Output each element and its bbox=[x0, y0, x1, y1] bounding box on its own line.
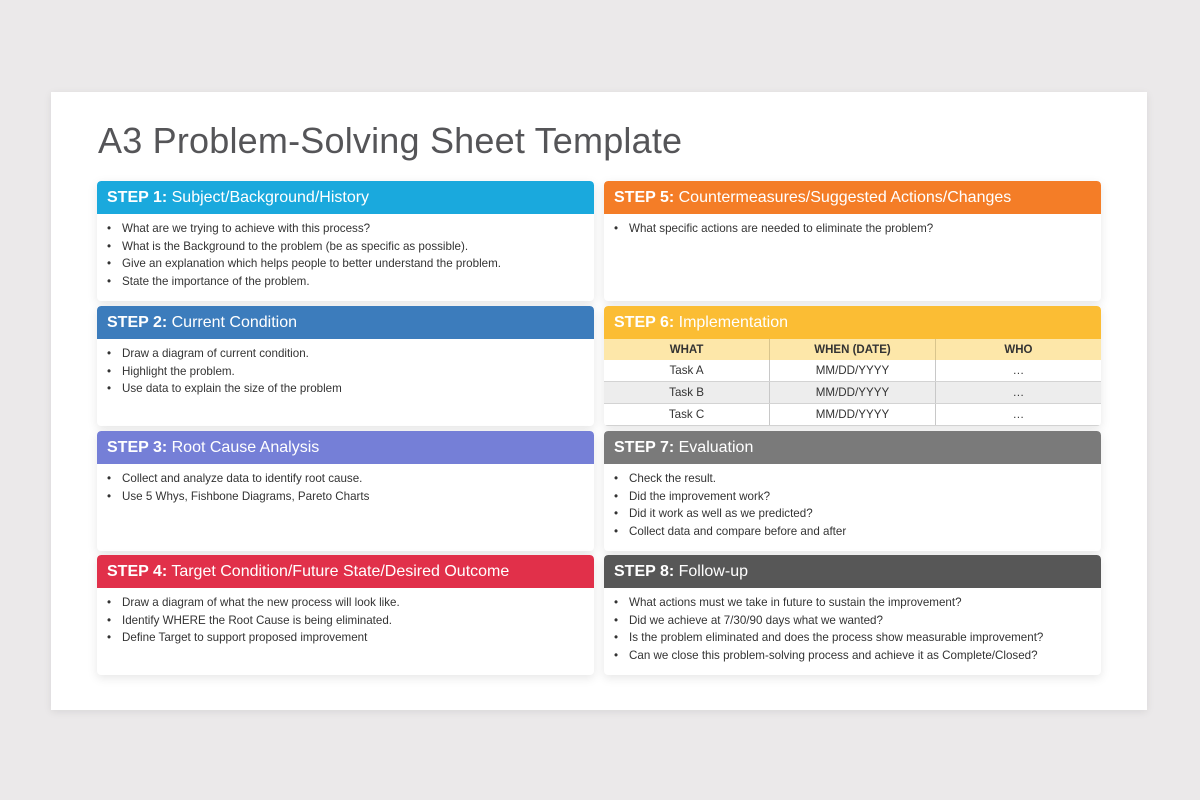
step-1-card bbox=[97, 181, 594, 301]
list-item: • What are we trying to achieve with this process? bbox=[105, 220, 584, 238]
step-3-card bbox=[97, 431, 594, 551]
table-row bbox=[604, 382, 1101, 404]
list-item: • What specific actions are needed to eliminate the problem? bbox=[612, 220, 1091, 238]
list-item: • Collect data and compare before and after bbox=[612, 523, 1091, 541]
step-3-header bbox=[97, 431, 594, 464]
list-item: • Can we close this problem-solving process and achieve it as Complete/Closed? bbox=[612, 647, 1091, 665]
step-8-body bbox=[604, 588, 1101, 665]
column-header-what: WHAT bbox=[604, 339, 770, 360]
table-cell: … bbox=[935, 404, 1101, 426]
table-cell: Task A bbox=[604, 360, 770, 382]
step-number: STEP 4: bbox=[107, 563, 168, 580]
step-number: STEP 8: bbox=[614, 563, 675, 580]
step-title: Target Condition/Future State/Desired Outcome bbox=[171, 563, 510, 580]
step-6-card bbox=[604, 306, 1101, 426]
bullet-list bbox=[105, 470, 584, 505]
column-header-when: WHEN (DATE) bbox=[770, 339, 936, 360]
list-item: • Check the result. bbox=[612, 470, 1091, 488]
page-title: A3 Problem-Solving Sheet Template bbox=[98, 120, 683, 161]
table-cell: Task B bbox=[604, 382, 770, 404]
list-item: • Define Target to support proposed improvement bbox=[105, 629, 584, 647]
table-row bbox=[604, 360, 1101, 382]
list-item: • Use 5 Whys, Fishbone Diagrams, Pareto Charts bbox=[105, 488, 584, 506]
bullet-list bbox=[612, 220, 1091, 238]
step-title: Follow-up bbox=[678, 563, 748, 580]
step-number: STEP 2: bbox=[107, 314, 168, 331]
column-header-who: WHO bbox=[935, 339, 1101, 360]
table-cell: … bbox=[935, 360, 1101, 382]
list-item: • Collect and analyze data to identify root cause. bbox=[105, 470, 584, 488]
step-7-body bbox=[604, 464, 1101, 541]
step-number: STEP 6: bbox=[614, 314, 675, 331]
list-item: • Did we achieve at 7/30/90 days what we wanted? bbox=[612, 612, 1091, 630]
step-number: STEP 5: bbox=[614, 189, 675, 206]
list-item: • Identify WHERE the Root Cause is being eliminated. bbox=[105, 612, 584, 630]
bullet-list bbox=[105, 594, 584, 647]
table-cell: … bbox=[935, 382, 1101, 404]
bullet-list bbox=[612, 594, 1091, 665]
list-item: • Use data to explain the size of the problem bbox=[105, 380, 584, 398]
list-item: • Is the problem eliminated and does the process show measurable improvement? bbox=[612, 629, 1091, 647]
step-2-body bbox=[97, 339, 594, 398]
list-item: • What is the Background to the problem (be as specific as possible). bbox=[105, 238, 584, 256]
step-8-card bbox=[604, 555, 1101, 675]
step-number: STEP 7: bbox=[614, 439, 675, 456]
list-item: • Did the improvement work? bbox=[612, 488, 1091, 506]
bullet-list bbox=[612, 470, 1091, 541]
step-6-header bbox=[604, 306, 1101, 339]
step-7-card bbox=[604, 431, 1101, 551]
step-1-header bbox=[97, 181, 594, 214]
list-item: • Did it work as well as we predicted? bbox=[612, 505, 1091, 523]
step-5-card bbox=[604, 181, 1101, 301]
step-number: STEP 1: bbox=[107, 189, 168, 206]
list-item: • Highlight the problem. bbox=[105, 363, 584, 381]
slide bbox=[51, 92, 1147, 710]
step-number: STEP 3: bbox=[107, 439, 168, 456]
step-title: Subject/Background/History bbox=[171, 189, 370, 206]
step-4-body bbox=[97, 588, 594, 647]
step-title: Root Cause Analysis bbox=[171, 439, 320, 456]
step-4-card bbox=[97, 555, 594, 675]
table-cell: MM/DD/YYYY bbox=[770, 404, 936, 426]
list-item: • Give an explanation which helps people to better understand the problem. bbox=[105, 255, 584, 273]
table-cell: MM/DD/YYYY bbox=[770, 360, 936, 382]
list-item: • Draw a diagram of current condition. bbox=[105, 345, 584, 363]
step-8-header bbox=[604, 555, 1101, 588]
step-4-header bbox=[97, 555, 594, 588]
step-3-body bbox=[97, 464, 594, 505]
step-title: Current Condition bbox=[171, 314, 298, 331]
implementation-table bbox=[604, 339, 1101, 426]
bullet-list bbox=[105, 345, 584, 398]
step-title: Evaluation bbox=[678, 439, 754, 456]
step-title: Implementation bbox=[678, 314, 789, 331]
step-2-header bbox=[97, 306, 594, 339]
step-1-body bbox=[97, 214, 594, 291]
table-row bbox=[604, 404, 1101, 426]
step-2-card bbox=[97, 306, 594, 426]
list-item: • State the importance of the problem. bbox=[105, 273, 584, 291]
list-item: • Draw a diagram of what the new process will look like. bbox=[105, 594, 584, 612]
table-header-row bbox=[604, 339, 1101, 360]
table-cell: MM/DD/YYYY bbox=[770, 382, 936, 404]
step-7-header bbox=[604, 431, 1101, 464]
bullet-list bbox=[105, 220, 584, 291]
step-5-header bbox=[604, 181, 1101, 214]
step-5-body bbox=[604, 214, 1101, 238]
list-item: • What actions must we take in future to sustain the improvement? bbox=[612, 594, 1091, 612]
table-cell: Task C bbox=[604, 404, 770, 426]
step-title: Countermeasures/Suggested Actions/Changes bbox=[678, 189, 1012, 206]
